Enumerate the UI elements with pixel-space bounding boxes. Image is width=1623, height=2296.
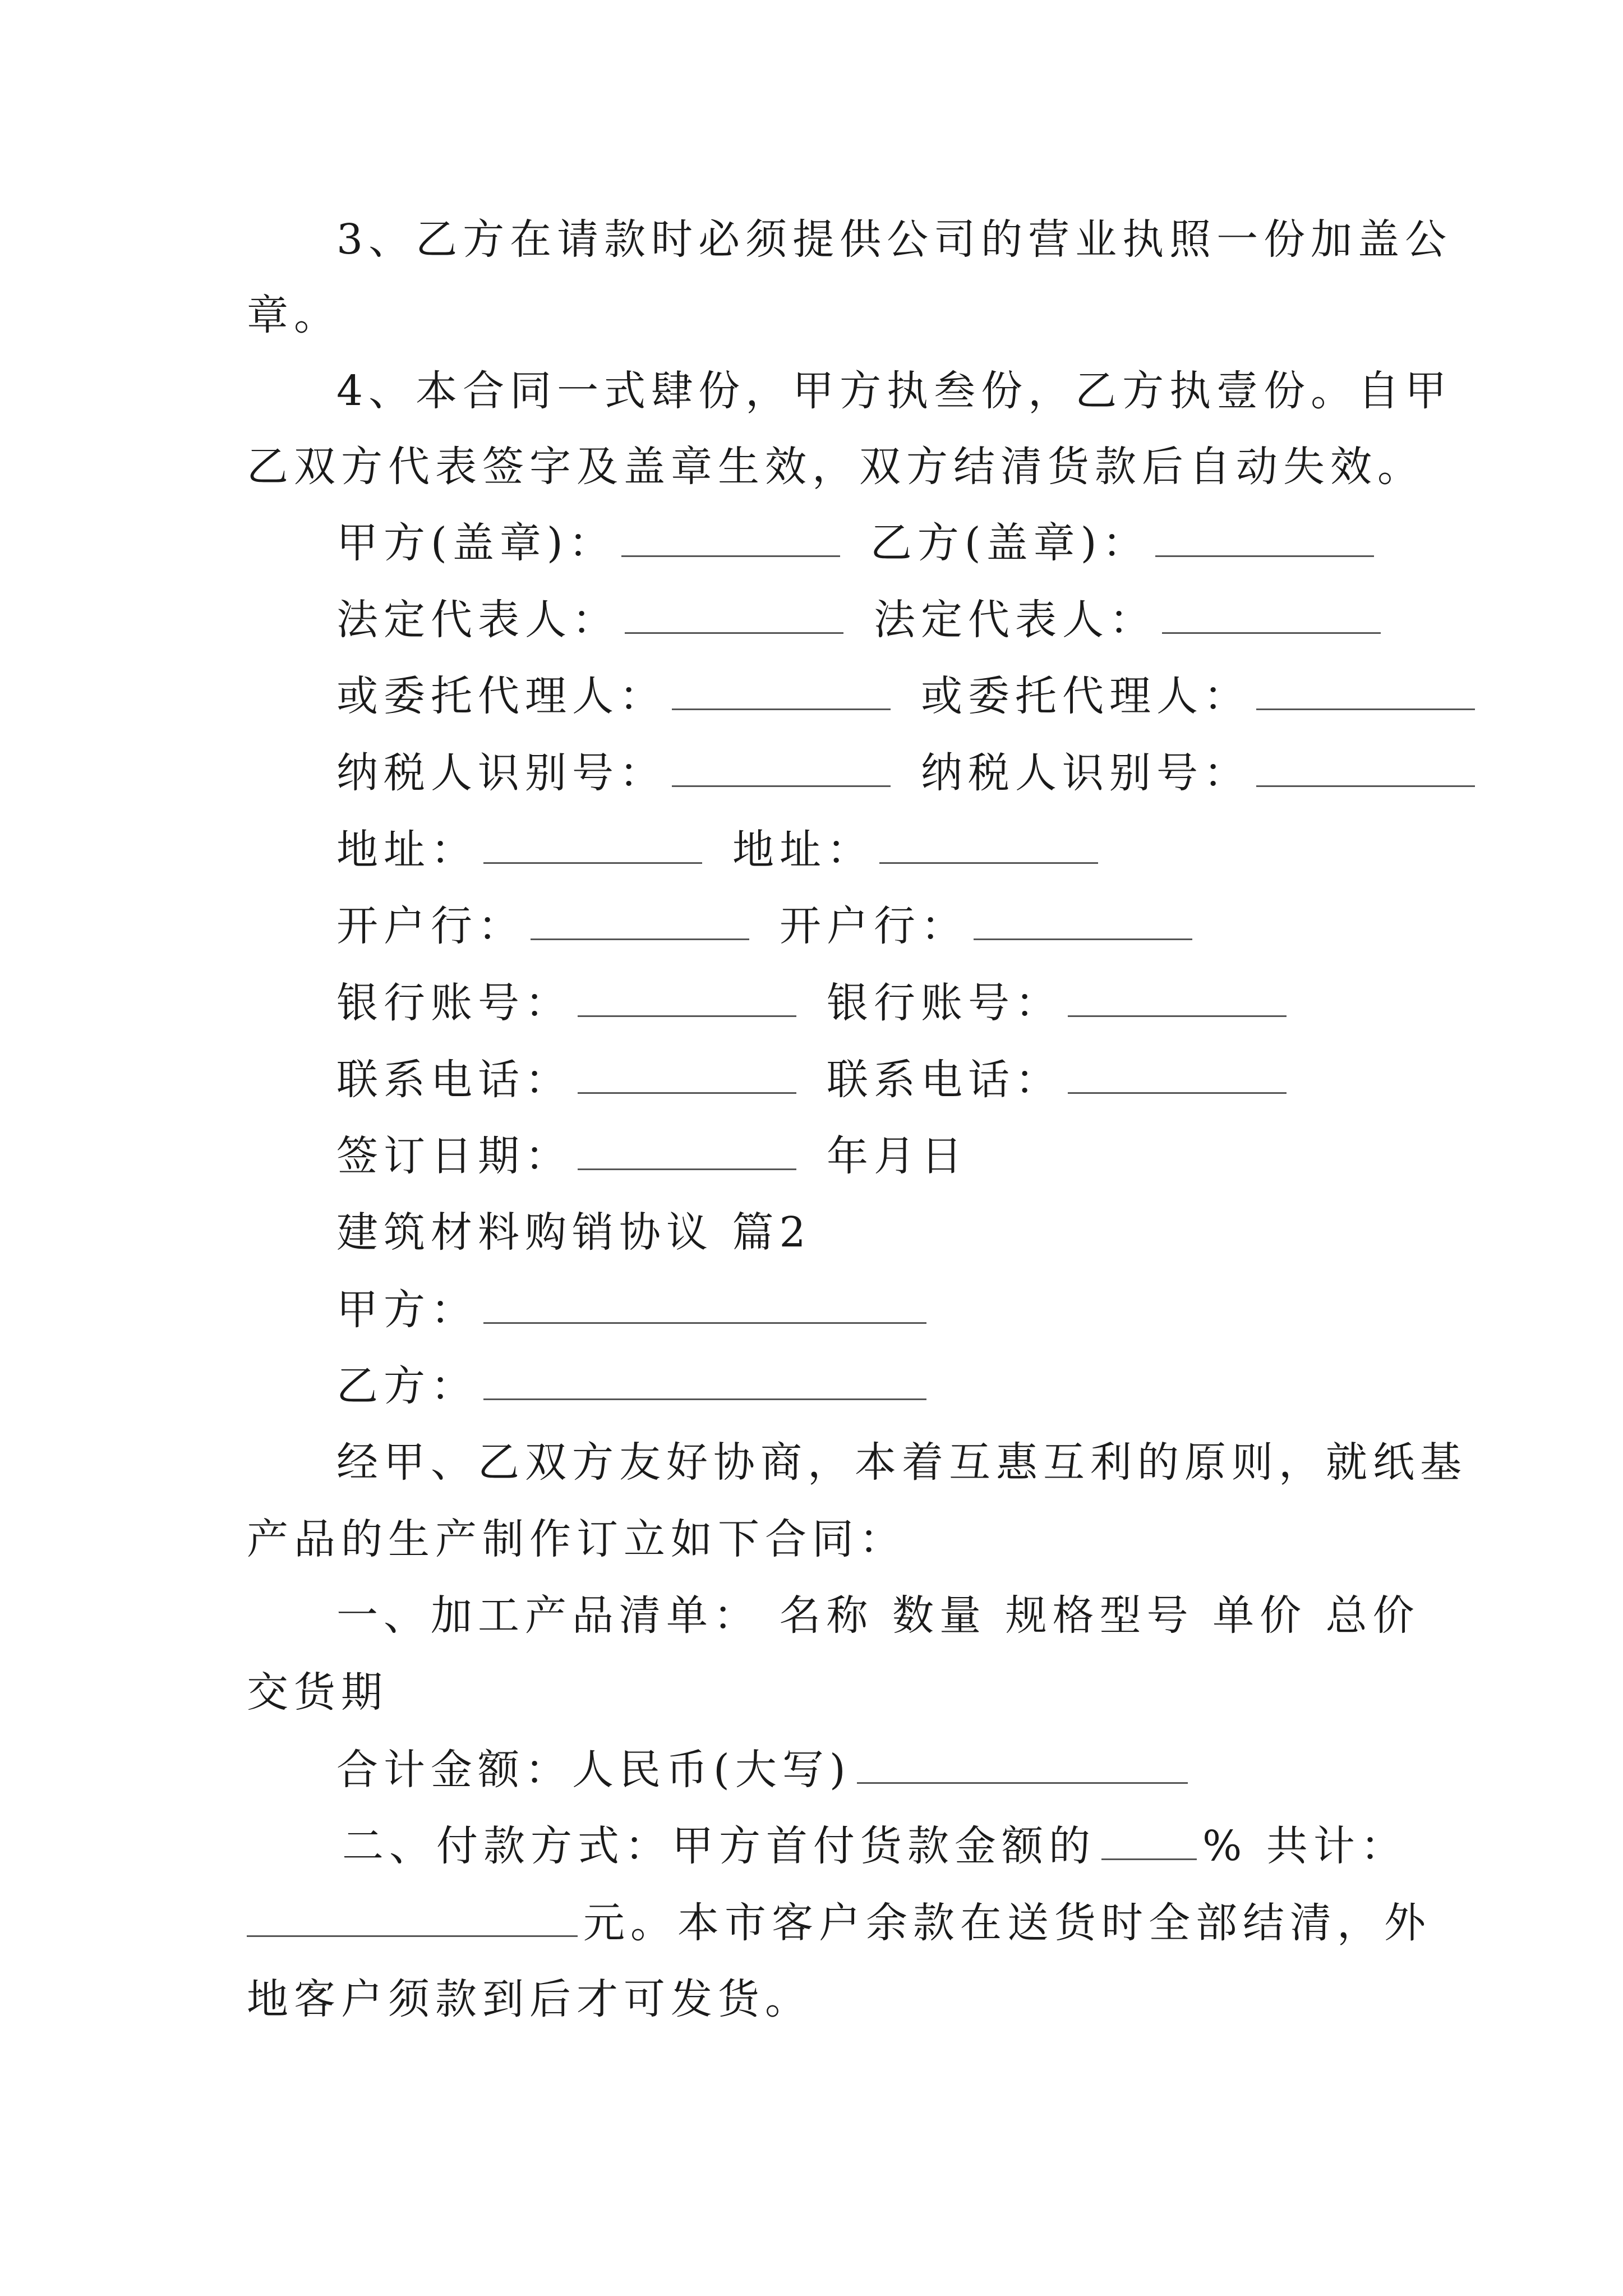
- party-b-agent-blank[interactable]: [1256, 675, 1475, 710]
- party-b-account-label: 银行账号：: [827, 979, 1062, 1027]
- seal-row: [336, 519, 1380, 567]
- party-a-seal-label: 甲方(盖章)：: [336, 519, 616, 567]
- sign-date-row: [336, 1132, 968, 1180]
- total-yuan-blank[interactable]: [247, 1902, 578, 1937]
- agreement-2-party-a-label: 甲方：: [336, 1286, 478, 1334]
- agreement-2-title: 建筑材料购销协议 篇2: [336, 1208, 811, 1257]
- party-a-agent-blank[interactable]: [672, 675, 891, 710]
- tax-id-row: [336, 749, 1481, 797]
- sign-date-label: 签订日期：: [336, 1132, 572, 1180]
- item-2-line2: [247, 1899, 1431, 1947]
- agreement-2-intro-line2: 产品的生产制作订立如下合同：: [247, 1515, 906, 1563]
- party-b-legal-rep-blank[interactable]: [1162, 599, 1381, 634]
- party-b-tax-id-label: 纳税人识别号：: [921, 749, 1251, 797]
- party-a-tax-id-label: 纳税人识别号：: [336, 749, 666, 797]
- party-a-bank-blank[interactable]: [531, 905, 749, 940]
- agreement-2-party-b-blank[interactable]: [483, 1365, 926, 1400]
- party-b-seal-label: 乙方(盖章)：: [870, 519, 1150, 567]
- bank-row: [336, 902, 1198, 950]
- sign-date-blank[interactable]: [578, 1135, 796, 1170]
- clause-4-line1: 4、本合同一式肆份，甲方执叁份，乙方执壹份。自甲: [336, 367, 1453, 415]
- party-b-bank-label: 开户行：: [780, 902, 968, 950]
- party-b-phone-label: 联系电话：: [827, 1056, 1062, 1104]
- clause-4-line2: 乙双方代表签字及盖章生效，双方结清货款后自动失效。: [247, 443, 1424, 491]
- total-amount-label: 合计金额：人民币(大写): [336, 1746, 851, 1794]
- party-b-agent-label: 或委托代理人：: [921, 672, 1251, 720]
- down-payment-percent-blank[interactable]: [1101, 1825, 1197, 1860]
- legal-rep-row: [336, 596, 1386, 644]
- party-a-bank-label: 开户行：: [336, 902, 525, 950]
- agreement-2-party-a-row: [336, 1286, 932, 1334]
- party-a-tax-id-blank[interactable]: [672, 752, 891, 787]
- party-a-agent-label: 或委托代理人：: [336, 672, 666, 720]
- address-row: [336, 826, 1104, 874]
- agent-row: [336, 672, 1481, 720]
- item-2-line3: 地客户须款到后才可发货。: [247, 1975, 812, 2023]
- percent-total-label: % 共计：: [1202, 1822, 1408, 1870]
- item-1-line2: 交货期: [247, 1668, 388, 1717]
- item-2-line1: [342, 1822, 1408, 1870]
- party-a-address-blank[interactable]: [483, 829, 702, 864]
- party-a-phone-label: 联系电话：: [336, 1056, 572, 1104]
- total-amount-blank[interactable]: [857, 1749, 1188, 1784]
- party-a-account-label: 银行账号：: [336, 979, 572, 1027]
- party-a-legal-rep-blank[interactable]: [625, 599, 843, 634]
- agreement-2-party-b-row: [336, 1362, 932, 1410]
- item-1-line1: 一、加工产品清单： 名称 数量 规格型号 单价 总价: [336, 1591, 1420, 1640]
- party-a-phone-blank[interactable]: [578, 1059, 796, 1094]
- party-b-account-blank[interactable]: [1068, 982, 1287, 1017]
- agreement-2-party-b-label: 乙方：: [336, 1362, 478, 1410]
- party-b-address-label: 地址：: [732, 826, 874, 874]
- party-a-account-blank[interactable]: [578, 982, 796, 1017]
- item-2-label: 二、付款方式：甲方首付货款金额的: [342, 1822, 1096, 1870]
- agreement-2-party-a-blank[interactable]: [483, 1289, 926, 1324]
- item-2-line2-text: 元。本市客户余款在送货时全部结清，外: [583, 1899, 1431, 1947]
- account-row: [336, 979, 1292, 1027]
- party-b-bank-blank[interactable]: [974, 905, 1192, 940]
- phone-row: [336, 1056, 1292, 1104]
- party-a-seal-blank[interactable]: [621, 522, 840, 557]
- total-amount-row: [336, 1746, 1193, 1794]
- clause-3-line2: 章。: [247, 291, 341, 339]
- party-b-address-blank[interactable]: [879, 829, 1098, 864]
- party-a-legal-rep-label: 法定代表人：: [336, 596, 619, 644]
- party-b-tax-id-blank[interactable]: [1256, 752, 1475, 787]
- party-b-legal-rep-label: 法定代表人：: [874, 596, 1156, 644]
- agreement-2-intro-line1: 经甲、乙双方友好协商，本着互惠互利的原则，就纸基: [336, 1438, 1467, 1487]
- party-b-seal-blank[interactable]: [1155, 522, 1374, 557]
- party-a-address-label: 地址：: [336, 826, 478, 874]
- party-b-phone-blank[interactable]: [1068, 1059, 1287, 1094]
- date-suffix: 年月日: [827, 1132, 968, 1180]
- clause-3-line1: 3、乙方在请款时必须提供公司的营业执照一份加盖公: [336, 215, 1453, 264]
